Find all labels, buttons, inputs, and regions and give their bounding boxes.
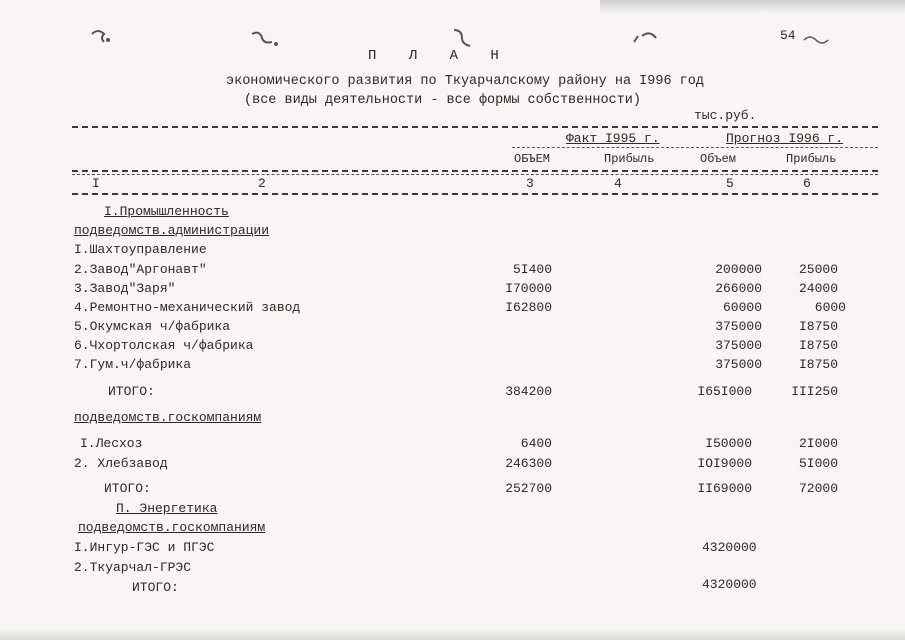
table-cell-col5: 375000: [715, 338, 762, 353]
table-row-name: 6.Чхортолская ч/фабрика: [74, 338, 254, 353]
header-forecast-1996: Прогноз I996 г.: [726, 131, 844, 146]
scan-edge-top: [600, 0, 905, 14]
section2-total-col5: II69000: [697, 481, 752, 496]
table-cell-col6: 6000: [814, 300, 846, 315]
table-row-name: 5.Окумская ч/фабрика: [74, 319, 231, 334]
table-cell-col5: 60000: [722, 300, 762, 315]
table-cell-col5: I50000: [705, 436, 752, 451]
header-num5: 5: [726, 176, 734, 191]
page-number: 54: [780, 28, 796, 43]
table-cell-col5: 375000: [715, 319, 762, 334]
section2-total-col3: 252700: [505, 481, 552, 496]
table-cell-col5: 266000: [715, 281, 762, 296]
header-rule-mid2: [72, 174, 878, 175]
table-cell-col3: 5I400: [512, 262, 552, 277]
table-cell-col5: 200000: [715, 262, 762, 277]
table-cell-col3: 6400: [520, 436, 552, 451]
section1-title: I.Промышленность: [104, 204, 229, 219]
header-rule-group: [512, 147, 878, 148]
table-row-name: 3.Завод"Заря": [74, 281, 176, 296]
table-row-name: 7.Гум.ч/фабрика: [74, 357, 192, 372]
stamp-mark-icon: [628, 28, 664, 50]
header-rule-bottom: [72, 193, 878, 195]
table-cell-col5: 4320000: [702, 540, 757, 555]
section1-total-label: ИТОГО:: [108, 384, 155, 399]
table-row-name: I.Лесхоз: [80, 436, 143, 451]
page-number-scribble-icon: [802, 32, 838, 46]
header-fact-1995: Факт I995 г.: [566, 131, 660, 146]
table-row-name: I.Шахтоуправление: [74, 242, 207, 257]
table-cell-col6: I8750: [798, 319, 838, 334]
section3-total-label: ИТОГО:: [132, 580, 179, 595]
table-cell-col6: I8750: [798, 357, 838, 372]
section3-total-col5: 4320000: [702, 577, 757, 592]
section2-title: подведомств.госкомпаниям: [74, 410, 262, 425]
subtitle: экономического развития по Ткуарчалскому району на I996 год: [226, 74, 704, 89]
header-num4: 4: [614, 176, 622, 191]
subtitle-scope: (все виды деятельности - все формы собственности): [244, 93, 641, 108]
table-cell-col5: 375000: [715, 357, 762, 372]
header-num2: 2: [258, 176, 266, 191]
section1-total-col6: III250: [791, 384, 838, 399]
header-num3: 3: [526, 176, 534, 191]
table-cell-col6: 24000: [798, 281, 838, 296]
table-cell-col3: I62800: [505, 300, 552, 315]
section2-total-label: ИТОГО:: [104, 481, 151, 496]
section1-total-col5: I65I000: [697, 384, 752, 399]
stamp-mark-icon: [248, 28, 282, 50]
table-cell-col6: I8750: [798, 338, 838, 353]
header-num1: I: [92, 176, 100, 191]
table-row-name: 2.Завод"Аргонавт": [74, 262, 207, 277]
stamp-mark-icon: [88, 26, 118, 48]
header-num6: 6: [803, 176, 811, 191]
table-cell-col6: 25000: [798, 262, 838, 277]
header-col6: Прибыль: [786, 152, 837, 166]
table-cell-col3: I70000: [505, 281, 552, 296]
table-row-name: 2. Хлебзавод: [74, 456, 168, 471]
header-col3: ОБЪЕМ: [514, 152, 551, 166]
table-row-name: 4.Ремонтно-механический завод: [74, 300, 301, 315]
header-col5: Объем: [700, 152, 737, 166]
header-col4: Прибыль: [604, 152, 655, 166]
section3-title: П. Энергетика: [116, 501, 218, 516]
section1-subtitle: подведомств.администрации: [74, 223, 270, 238]
section2-total-col6: 72000: [798, 481, 838, 496]
table-row-name: I.Ингур-ГЭС и ПГЭС: [74, 540, 215, 555]
header-rule-top: [72, 126, 878, 128]
table-cell-col5: IOI9000: [697, 456, 752, 471]
table-cell-col6: 5I000: [798, 456, 838, 471]
scan-edge-bottom: [0, 628, 905, 640]
section3-subtitle: подведомств.госкомпаниям: [78, 520, 266, 535]
header-rule-mid: [72, 170, 878, 172]
section1-total-col3: 384200: [505, 384, 552, 399]
page-title: П Л А Н: [368, 48, 511, 64]
unit-label: тыс.руб.: [694, 108, 757, 123]
table-cell-col6: 2I000: [798, 436, 838, 451]
table-cell-col3: 246300: [505, 456, 552, 471]
table-row-name: 2.Ткуарчал-ГРЭС: [74, 560, 192, 575]
